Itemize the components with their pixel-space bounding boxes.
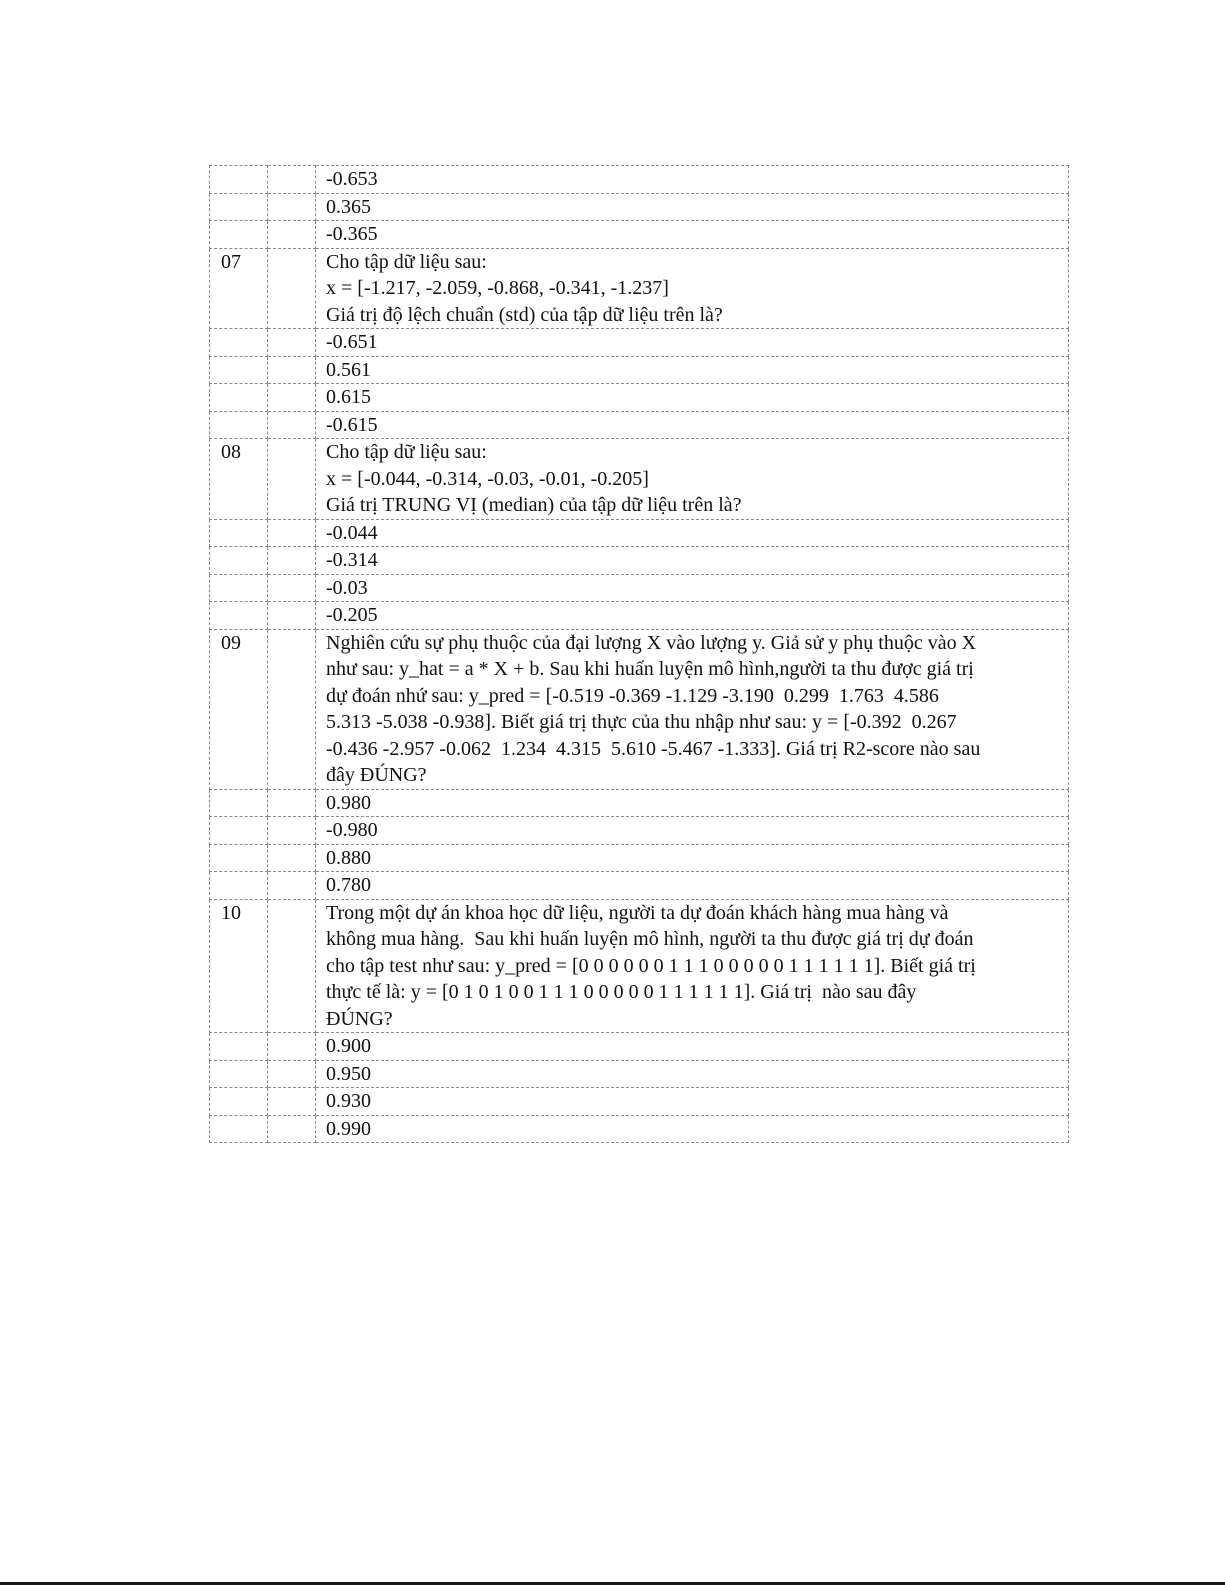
blank-cell	[268, 1115, 316, 1143]
answer-option-text: 0.561	[326, 358, 371, 381]
answer-option-row	[210, 166, 1069, 194]
answer-option-row	[210, 1033, 1069, 1061]
question-number-cell	[210, 1088, 268, 1116]
question-table-body	[210, 166, 1069, 1143]
blank-cell	[268, 248, 316, 329]
answer-option-cell	[316, 384, 1069, 412]
question-text-line: Giá trị TRUNG VỊ (median) của tập dữ liệu trên là?	[326, 494, 742, 516]
question-number: 10	[221, 901, 241, 924]
answer-option-row	[210, 547, 1069, 575]
question-row	[210, 899, 1069, 1033]
answer-option-text: -0.653	[326, 168, 378, 190]
question-text-cell	[316, 899, 1069, 1033]
blank-cell	[268, 547, 316, 575]
answer-option-cell	[316, 193, 1069, 221]
blank-cell	[268, 629, 316, 789]
question-row	[210, 248, 1069, 329]
answer-option-row	[210, 329, 1069, 357]
answer-option-row	[210, 574, 1069, 602]
answer-option-cell	[316, 547, 1069, 575]
answer-option-row	[210, 1060, 1069, 1088]
answer-option-row	[210, 844, 1069, 872]
answer-option-row	[210, 384, 1069, 412]
question-number-cell	[210, 356, 268, 384]
answer-option-cell	[316, 574, 1069, 602]
question-text-line: 5.313 -5.038 -0.938]. Biết giá trị thực của thu nhập như sau: y = [-0.392 0.267	[326, 711, 957, 733]
answer-option-text: -0.205	[326, 604, 378, 626]
question-row	[210, 629, 1069, 789]
answer-option-text: 0.880	[326, 846, 371, 869]
question-text-line: x = [-0.044, -0.314, -0.03, -0.01, -0.205]	[326, 467, 649, 490]
question-text-line: ĐÚNG?	[326, 1007, 393, 1030]
question-number-cell	[210, 872, 268, 900]
answer-option-row	[210, 221, 1069, 249]
question-number-cell	[210, 193, 268, 221]
answer-option-text: -0.044	[326, 521, 378, 544]
question-number-cell	[210, 519, 268, 547]
question-text-line: không mua hàng. Sau khi huấn luyện mô hình, người ta thu được giá trị dự đoán	[326, 928, 974, 950]
answer-option-text: 0.365	[326, 195, 371, 218]
question-text-line: -0.436 -2.957 -0.062 1.234 4.315 5.610 -5.467 -1.333]. Giá trị R2-score nào sau	[326, 737, 981, 760]
blank-cell	[268, 519, 316, 547]
answer-option-row	[210, 789, 1069, 817]
answer-option-cell	[316, 1115, 1069, 1143]
blank-cell	[268, 574, 316, 602]
question-number-cell	[210, 411, 268, 439]
answer-option-text: -0.365	[326, 223, 378, 245]
question-number: 07	[221, 250, 241, 273]
question-number-cell	[210, 221, 268, 249]
question-text-cell	[316, 629, 1069, 789]
question-number-cell	[210, 789, 268, 817]
question-row	[210, 439, 1069, 520]
blank-cell	[268, 411, 316, 439]
answer-option-row	[210, 193, 1069, 221]
blank-cell	[268, 817, 316, 845]
answer-option-text: 0.930	[326, 1090, 371, 1112]
question-number: 09	[221, 631, 241, 654]
blank-cell	[268, 1088, 316, 1116]
answer-option-row	[210, 411, 1069, 439]
question-number-cell	[210, 1060, 268, 1088]
question-number-cell	[210, 602, 268, 630]
answer-option-row	[210, 356, 1069, 384]
answer-option-cell	[316, 872, 1069, 900]
blank-cell	[268, 221, 316, 249]
blank-cell	[268, 384, 316, 412]
question-text-line: Trong một dự án khoa học dữ liệu, người ta dự đoán khách hàng mua hàng và	[326, 901, 949, 924]
question-text-line: như sau: y_hat = a * X + b. Sau khi huấn luyện mô hình,người ta thu được giá trị	[326, 658, 974, 680]
question-number-cell	[210, 439, 268, 520]
answer-option-cell	[316, 519, 1069, 547]
question-text-line: đây ĐÚNG?	[326, 764, 427, 786]
answer-option-cell	[316, 166, 1069, 194]
answer-option-text: -0.980	[326, 819, 378, 841]
question-text-line: Nghiên cứu sự phụ thuộc của đại lượng X vào lượng y. Giả sử y phụ thuộc vào X	[326, 631, 977, 654]
question-number-cell	[210, 629, 268, 789]
answer-option-text: 0.615	[326, 386, 371, 408]
answer-option-cell	[316, 817, 1069, 845]
question-text-line: Giá trị độ lệch chuẩn (std) của tập dữ liệu trên là?	[326, 303, 723, 326]
blank-cell	[268, 844, 316, 872]
question-number-cell	[210, 817, 268, 845]
blank-cell	[268, 1060, 316, 1088]
blank-cell	[268, 872, 316, 900]
blank-cell	[268, 1033, 316, 1061]
answer-option-cell	[316, 1033, 1069, 1061]
question-number-cell	[210, 1115, 268, 1143]
question-number-cell	[210, 1033, 268, 1061]
answer-option-text: 0.900	[326, 1035, 371, 1057]
blank-cell	[268, 356, 316, 384]
question-number-cell	[210, 248, 268, 329]
answer-option-text: 0.980	[326, 791, 371, 814]
question-text-cell	[316, 248, 1069, 329]
blank-cell	[268, 602, 316, 630]
answer-option-text: -0.651	[326, 331, 378, 353]
answer-option-text: -0.615	[326, 413, 378, 436]
answer-option-text: -0.03	[326, 576, 368, 599]
answer-option-cell	[316, 329, 1069, 357]
answer-option-cell	[316, 602, 1069, 630]
answer-option-cell	[316, 356, 1069, 384]
answer-option-text: 0.950	[326, 1062, 371, 1085]
question-number: 08	[221, 441, 241, 463]
question-text-line: thực tế là: y = [0 1 0 1 0 0 1 1 1 0 0 0 0 0 1 1 1 1 1 1]. Giá trị nào sau đây	[326, 981, 917, 1003]
blank-cell	[268, 789, 316, 817]
answer-option-cell	[316, 789, 1069, 817]
answer-option-cell	[316, 1060, 1069, 1088]
blank-cell	[268, 193, 316, 221]
blank-cell	[268, 329, 316, 357]
question-text-line: dự đoán nhứ sau: y_pred = [-0.519 -0.369 -1.129 -3.190 0.299 1.763 4.586	[326, 684, 939, 707]
answer-option-cell	[316, 844, 1069, 872]
answer-option-row	[210, 519, 1069, 547]
answer-option-row	[210, 817, 1069, 845]
answer-option-row	[210, 1088, 1069, 1116]
question-number-cell	[210, 547, 268, 575]
question-number-cell	[210, 384, 268, 412]
blank-cell	[268, 439, 316, 520]
question-number-cell	[210, 574, 268, 602]
question-text-line: cho tập test như sau: y_pred = [0 0 0 0 0 0 1 1 1 0 0 0 0 0 1 1 1 1 1 1]. Biết giá trị	[326, 954, 976, 977]
answer-option-cell	[316, 411, 1069, 439]
question-text-line: Cho tập dữ liệu sau:	[326, 441, 487, 463]
answer-option-text: 0.990	[326, 1117, 371, 1140]
answer-option-cell	[316, 1088, 1069, 1116]
answer-option-row	[210, 1115, 1069, 1143]
answer-option-cell	[316, 221, 1069, 249]
question-number-cell	[210, 166, 268, 194]
answer-option-text: -0.314	[326, 549, 378, 571]
answer-option-row	[210, 872, 1069, 900]
blank-cell	[268, 899, 316, 1033]
question-text-line: x = [-1.217, -2.059, -0.868, -0.341, -1.237]	[326, 277, 669, 299]
question-number-cell	[210, 844, 268, 872]
question-number-cell	[210, 899, 268, 1033]
question-number-cell	[210, 329, 268, 357]
answer-option-text: 0.780	[326, 874, 371, 896]
question-text-cell	[316, 439, 1069, 520]
question-text-line: Cho tập dữ liệu sau:	[326, 250, 487, 273]
blank-cell	[268, 166, 316, 194]
question-table	[209, 165, 1069, 1143]
answer-option-row	[210, 602, 1069, 630]
